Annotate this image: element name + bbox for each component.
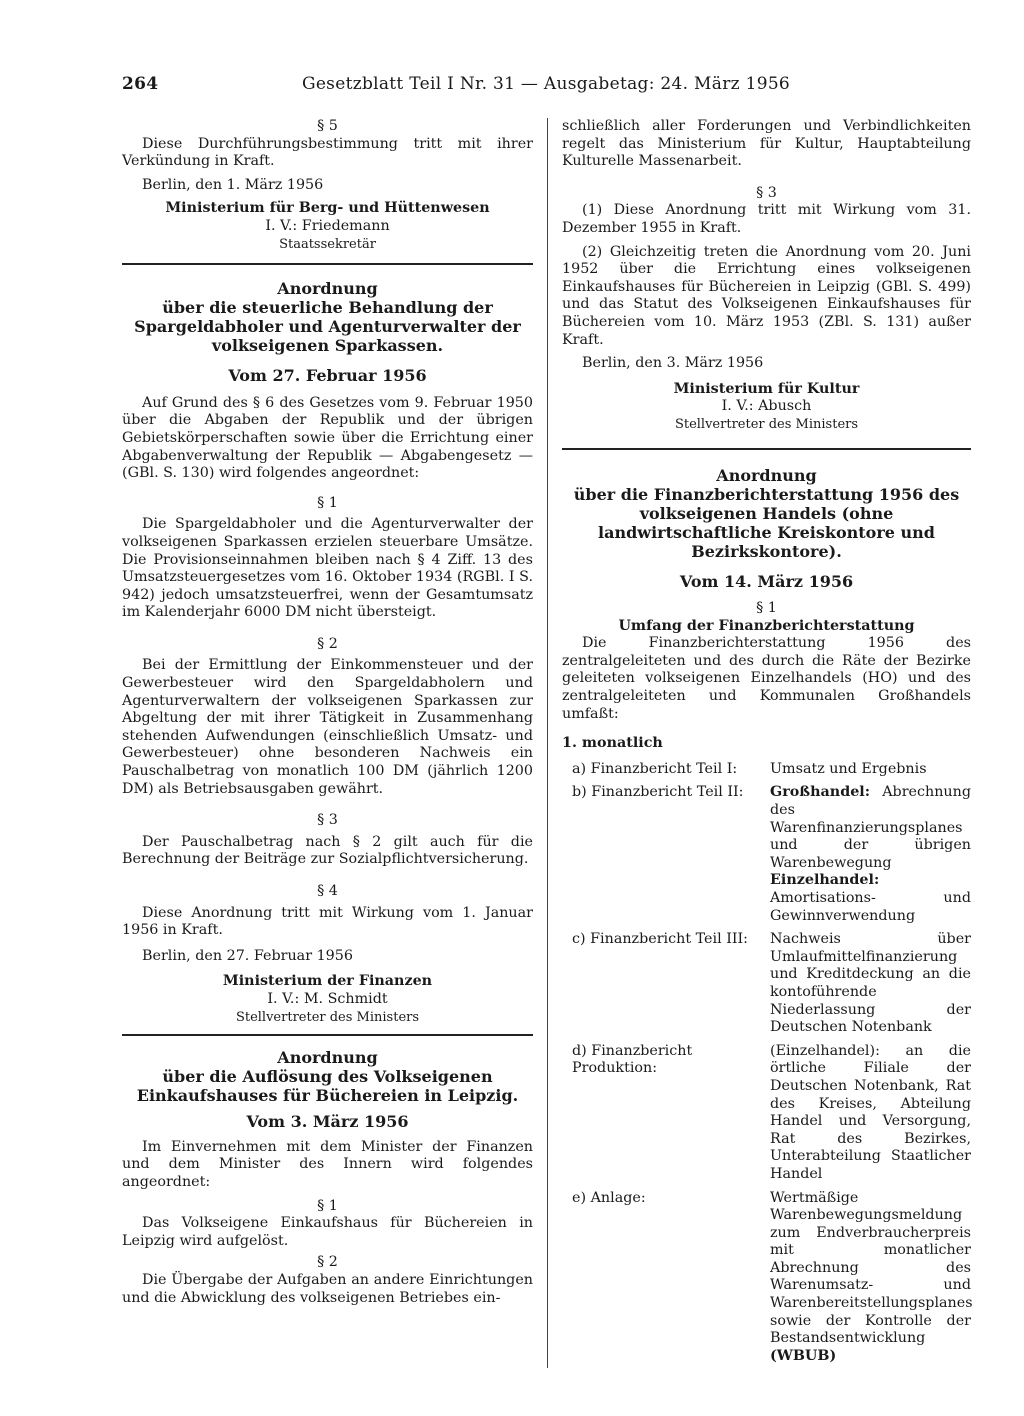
section-heading: § 1: [317, 494, 338, 511]
section-heading: § 1: [317, 1197, 338, 1214]
ordinance-date: Vom 3. März 1956: [246, 1112, 409, 1132]
list-item-label: b) Finanzbericht Teil II:: [572, 784, 744, 801]
paragraph: Der Pauschalbetrag nach § 2 gilt auch für die Berechnung der Beiträge zur Sozialpflichtversicherung.: [122, 833, 533, 868]
list-item-label: a) Finanzbericht Teil I:: [572, 760, 738, 777]
ordinance-date: Vom 14. März 1956: [679, 571, 854, 591]
list-item: [562, 784, 971, 925]
signatory: I. V.: Friedemann: [265, 217, 390, 234]
paragraph: Bei der Ermittlung der Einkommensteuer und der Gewerbesteuer wird den Spargeldabholern und Agenturverwaltern der volkseigenen Sparkassen zur Abgeltung der mit ihrer Tätigkeit in Zusammenhang stehenden Aufwendungen (einschließlich Umsatz- und Gewerbesteuer) ohne besonderen Nachweis ein Pauschalbetrag von monatlich 100 DM (jährlich 1200 DM) als Betriebsausgaben gewährt.: [122, 657, 533, 797]
section-heading: § 3: [317, 812, 338, 829]
list-item-value: Nachweis über Umlaufmittelfinanzierung und Kreditdeckung an die kontoführende Niederlassung der Deutschen Notenbank: [770, 931, 971, 1036]
date-line: Berlin, den 1. März 1956: [142, 176, 324, 193]
ordinance-subtitle: über die Finanzberichterstattung 1956 des volkseigenen Handels (ohne landwirtschaftliche Kreiskontore und Bezirkskontore).: [573, 484, 960, 561]
list-item: [562, 1190, 971, 1366]
ministry-name: Ministerium für Berg- und Hüttenwesen: [165, 200, 490, 217]
list-item-label: e) Anlage:: [572, 1189, 646, 1206]
list-item-bold: Einzelhandel:: [770, 872, 880, 889]
paragraph: (1) Diese Anordnung tritt mit Wirkung vom 31. Dezember 1955 in Kraft.: [562, 202, 971, 236]
list-item-value: Umsatz und Ergebnis: [770, 760, 927, 777]
paragraph: Diese Anordnung tritt mit Wirkung vom 1. Januar 1956 in Kraft.: [122, 904, 533, 939]
paragraph: Das Volkseigene Einkaufshaus für Büchereien in Leipzig wird aufgelöst.: [122, 1215, 533, 1249]
signatory-role: Stellvertreter des Ministers: [674, 416, 859, 432]
list-heading: 1. monatlich: [562, 735, 663, 752]
list-item: [562, 1043, 971, 1184]
section-heading: § 2: [317, 635, 338, 652]
paragraph: Die Übergabe der Aufgaben an andere Einrichtungen und die Abwicklung des volkseigenen Betriebes ein-: [122, 1271, 533, 1306]
signatory: I. V.: M. Schmidt: [267, 990, 388, 1007]
paragraph: Die Spargeldabholer und die Agenturverwalter der volkseigenen Sparkassen erzielen steuerbare Umsätze. Die Provisionseinnahmen bleiben nach § 4 Ziff. 13 des Umsatzsteuergesetzes vom 16. Oktober 1934 (RGBl. I S. 942) jedoch umsatzsteuerfrei, wenn der Gesamtumsatz im Kalenderjahr 6000 DM nicht übersteigt.: [122, 516, 533, 621]
paragraph: (2) Gleichzeitig treten die Anordnung vom 20. Juni 1952 über die Errichtung eines volkseigenen Einkaufshauses für Büchereien in Leipzig (GBl. S. 499) und das Statut des Volkseigenen Einkaufshauses für Büchereien vom 10. März 1953 (ZBl. S. 131) außer Kraft.: [562, 243, 971, 348]
ordinance-subtitle: über die steuerliche Behandlung der Spargeldabholer und Agenturverwalter der volkseigenen Sparkassen.: [134, 298, 521, 356]
ordinance-title: Anordnung: [277, 279, 378, 299]
section-heading: § 3: [756, 184, 777, 201]
header-title: Gesetzblatt Teil I Nr. 31 — Ausgabetag: 24. März 1956: [301, 74, 791, 94]
list-item-bold: (WBUB): [770, 1347, 837, 1364]
signatory: I. V.: Abusch: [721, 398, 812, 415]
list-item: [562, 761, 971, 779]
list-item-label: d) Finanzbericht Produktion:: [572, 1042, 693, 1077]
ordinance-title: Anordnung: [716, 465, 817, 485]
page-number: 264: [122, 74, 159, 94]
section-heading: § 1: [756, 600, 777, 617]
date-line: Berlin, den 27. Februar 1956: [142, 947, 353, 964]
section-heading: § 2: [317, 1254, 338, 1271]
page-header: [122, 74, 970, 100]
list-item-value: Amortisations- und Gewinnverwendung: [770, 890, 971, 924]
list-item-value: (Einzelhandel): an die örtliche Filiale der Deutschen Notenbank, Rat des Kreises, Abteilung Handel und Versorgung, Rat des Bezirkes, Unterabteilung Staatlicher Handel: [770, 1042, 971, 1182]
list-item-label: c) Finanzbericht Teil III:: [572, 931, 748, 948]
ministry-name: Ministerium der Finanzen: [222, 973, 433, 990]
left-column: [122, 118, 533, 1307]
right-column: [562, 118, 971, 1371]
list-item-bold: Großhandel:: [770, 784, 870, 801]
signatory-role: Stellvertreter des Ministers: [235, 1009, 420, 1025]
paragraph: Auf Grund des § 6 des Gesetzes vom 9. Februar 1950 über die Abgaben der Republik und der übrigen Gebietskörperschaften sowie über die Errichtung einer Abgabenverwaltung der Republik — Abgabengesetz — (GBl. S. 130) wird folgendes angeordnet:: [122, 394, 533, 482]
column-divider: [547, 118, 548, 1368]
list-item-value: Abrechnung des Warenfinanzierungsplanes und der übrigen Warenbewegung: [770, 784, 971, 871]
ordinance-date: Vom 27. Februar 1956: [228, 366, 427, 386]
ordinance-subtitle: über die Auflösung des Volkseigenen Einkaufshauses für Büchereien in Leipzig.: [136, 1067, 519, 1106]
list-item: [562, 931, 971, 1037]
list-item-value: Wertmäßige Warenbewegungsmeldung zum Endverbraucherpreis mit monatlicher Abrechnung des Warenumsatz- und Warenbereitstellungsplanes sowie der Kontrolle der Bestandsentwicklung: [770, 1189, 973, 1347]
paragraph: schließlich aller Forderungen und Verbindlichkeiten regelt das Ministerium für Kultur, Hauptabteilung Kulturelle Massenarbeit.: [562, 118, 971, 170]
section-heading: § 5: [317, 118, 338, 134]
paragraph: Diese Durchführungsbestimmung tritt mit ihrer Verkündung in Kraft.: [122, 135, 533, 170]
ordinance-title: Anordnung: [277, 1048, 378, 1068]
paragraph: Im Einvernehmen mit dem Minister der Finanzen und dem Minister des Innern wird folgendes angeordnet:: [122, 1138, 533, 1190]
signatory-role: Staatssekretär: [279, 236, 376, 252]
section-heading: § 4: [317, 883, 338, 899]
paragraph: Die Finanzberichterstattung 1956 des zentralgeleiteten und des durch die Räte der Bezirke geleiteten volkseigenen Einzelhandels (HO) und des zentralgeleiteten und Kommunalen Großhandels umfaßt:: [562, 635, 971, 722]
date-line: Berlin, den 3. März 1956: [582, 355, 764, 372]
ministry-name: Ministerium für Kultur: [673, 380, 860, 397]
section-subheading: Umfang der Finanzberichterstattung: [618, 617, 915, 634]
